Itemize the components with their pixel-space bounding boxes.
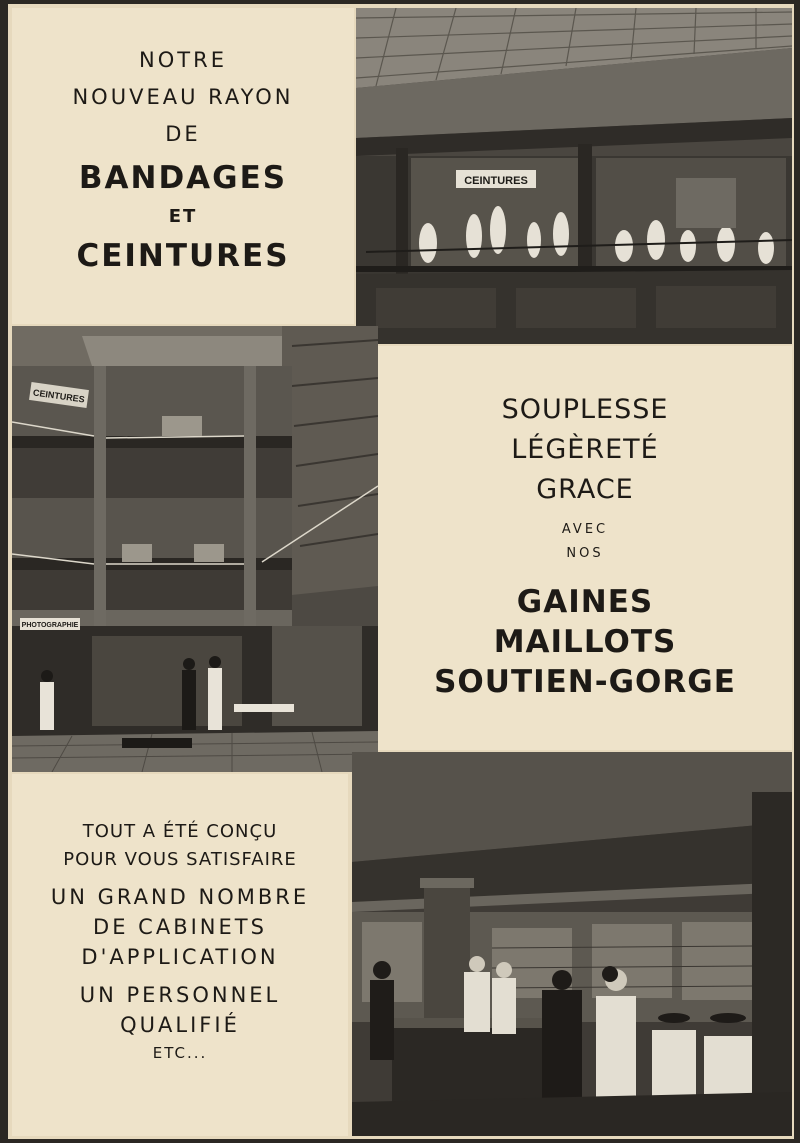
benefit-line-8: ETC... <box>152 1044 208 1062</box>
slogan-legerete: LÉGÈRETÉ <box>511 434 659 465</box>
gallery-photo <box>356 8 792 344</box>
benefit-line-4: DE CABINETS <box>93 915 267 939</box>
catalog-page <box>8 4 794 1139</box>
slogan-panel <box>378 346 792 750</box>
slogan-nos: NOS <box>566 546 604 561</box>
product-maillots: MAILLOTS <box>493 624 677 660</box>
headline-panel <box>12 8 354 324</box>
atrium-sign-text: CEINTURES <box>32 387 86 405</box>
benefit-line-6: UN PERSONNEL <box>79 983 281 1007</box>
gallery-sign-text: CEINTURES <box>464 175 528 187</box>
benefits-panel <box>12 774 348 1136</box>
benefit-line-3: UN GRAND NOMBRE <box>50 885 310 909</box>
slogan-avec: AVEC <box>561 522 609 537</box>
photo-sign-text: PHOTOGRAPHIE <box>21 622 79 629</box>
headline-ceintures: CEINTURES <box>76 238 290 274</box>
slogan-souplesse: SOUPLESSE <box>501 394 669 425</box>
product-gaines: GAINES <box>516 584 654 620</box>
headline-bandages: BANDAGES <box>78 160 288 196</box>
benefit-line-2: POUR VOUS SATISFAIRE <box>63 849 297 870</box>
product-soutien-gorge: SOUTIEN-GORGE <box>434 664 736 700</box>
headline-line-3: DE <box>165 122 201 146</box>
benefit-line-5: D'APPLICATION <box>81 945 279 969</box>
atrium-photo <box>12 326 378 772</box>
slogan-grace: GRACE <box>536 474 634 505</box>
headline-line-2: NOUVEAU RAYON <box>72 85 294 109</box>
shop-floor-photo <box>352 752 792 1136</box>
benefit-line-7: QUALIFIÉ <box>120 1013 240 1037</box>
headline-line-1: NOTRE <box>139 48 227 72</box>
benefit-line-1: TOUT A ÉTÉ CONÇU <box>82 821 278 842</box>
headline-et: ET <box>168 206 198 227</box>
